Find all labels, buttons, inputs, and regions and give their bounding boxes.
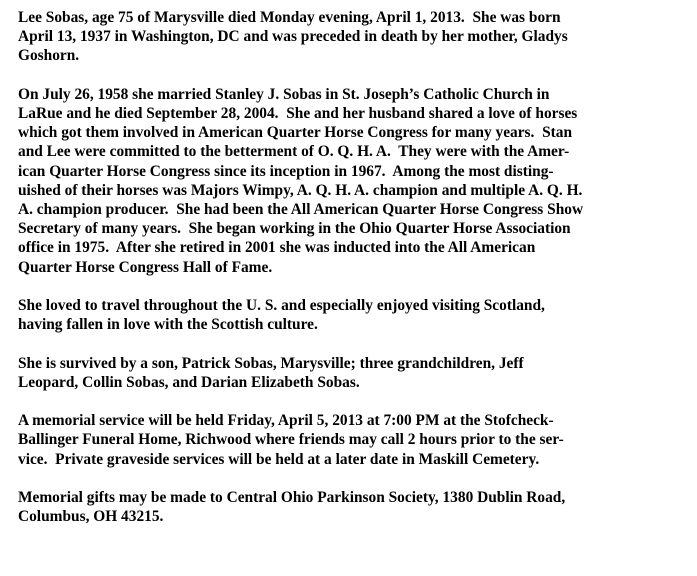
- paragraph-death-notice: [18, 8, 694, 66]
- text-line: On July 26, 1958 she married Stanley J. Sobas in St. Joseph’s Catholic Church in: [18, 85, 550, 103]
- paragraph-memorial-gifts: [18, 488, 694, 526]
- text-line: LaRue and he died September 28, 2004. She and her husband shared a love of horses: [18, 105, 578, 122]
- text-line: ican Quarter Horse Congress since its inception in 1967. Among the most disting-: [18, 162, 554, 180]
- text-line: which got them involved in American Quarter Horse Congress for many years. Stan: [18, 124, 573, 142]
- paragraph-memorial-service: [18, 411, 694, 469]
- text-line: Quarter Horse Congress Hall of Fame.: [18, 258, 273, 276]
- text-line: Lee Sobas, age 75 of Marysville died Monday evening, April 1, 2013. She was born: [18, 9, 561, 26]
- text-line: Columbus, OH 43215.: [18, 508, 164, 526]
- text-line: A memorial service will be held Friday, April 5, 2013 at 7:00 PM at the Stofcheck-: [18, 412, 554, 430]
- text-line: She is survived by a son, Patrick Sobas, Marysville; three grandchildren, Jeff: [18, 354, 524, 372]
- text-line: having fallen in love with the Scottish culture.: [18, 316, 318, 334]
- text-line: Leopard, Collin Sobas, and Darian Elizabeth Sobas.: [18, 373, 360, 391]
- text-line: uished of their horses was Majors Wimpy, A. Q. H. A. champion and multiple A. Q. H.: [18, 181, 583, 199]
- text-line: A. champion producer. She had been the All American Quarter Horse Congress Show: [18, 201, 584, 219]
- text-line: She loved to travel throughout the U. S. and especially enjoyed visiting Scotland,: [18, 297, 545, 315]
- obituary-document: [18, 8, 694, 546]
- text-line: Ballinger Funeral Home, Richwood where friends may call 2 hours prior to the ser-: [18, 431, 564, 449]
- text-line: office in 1975. After she retired in 2001 she was inducted into the All American: [18, 239, 536, 257]
- paragraph-survivors: [18, 354, 694, 392]
- text-line: and Lee were committed to the betterment of O. Q. H. A. They were with the Amer-: [18, 143, 570, 161]
- text-line: Goshorn.: [18, 47, 80, 65]
- text-line: vice. Private graveside services will be held at a later date in Maskill Cemetery.: [18, 450, 540, 468]
- text-line: Secretary of many years. She began working in the Ohio Quarter Horse Association: [18, 220, 571, 238]
- paragraph-travel: [18, 296, 694, 334]
- text-line: Memorial gifts may be made to Central Ohio Parkinson Society, 1380 Dublin Road,: [18, 489, 566, 506]
- paragraph-marriage-and-career: [18, 85, 694, 277]
- text-line: April 13, 1937 in Washington, DC and was preceded in death by her mother, Gladys: [18, 28, 568, 46]
